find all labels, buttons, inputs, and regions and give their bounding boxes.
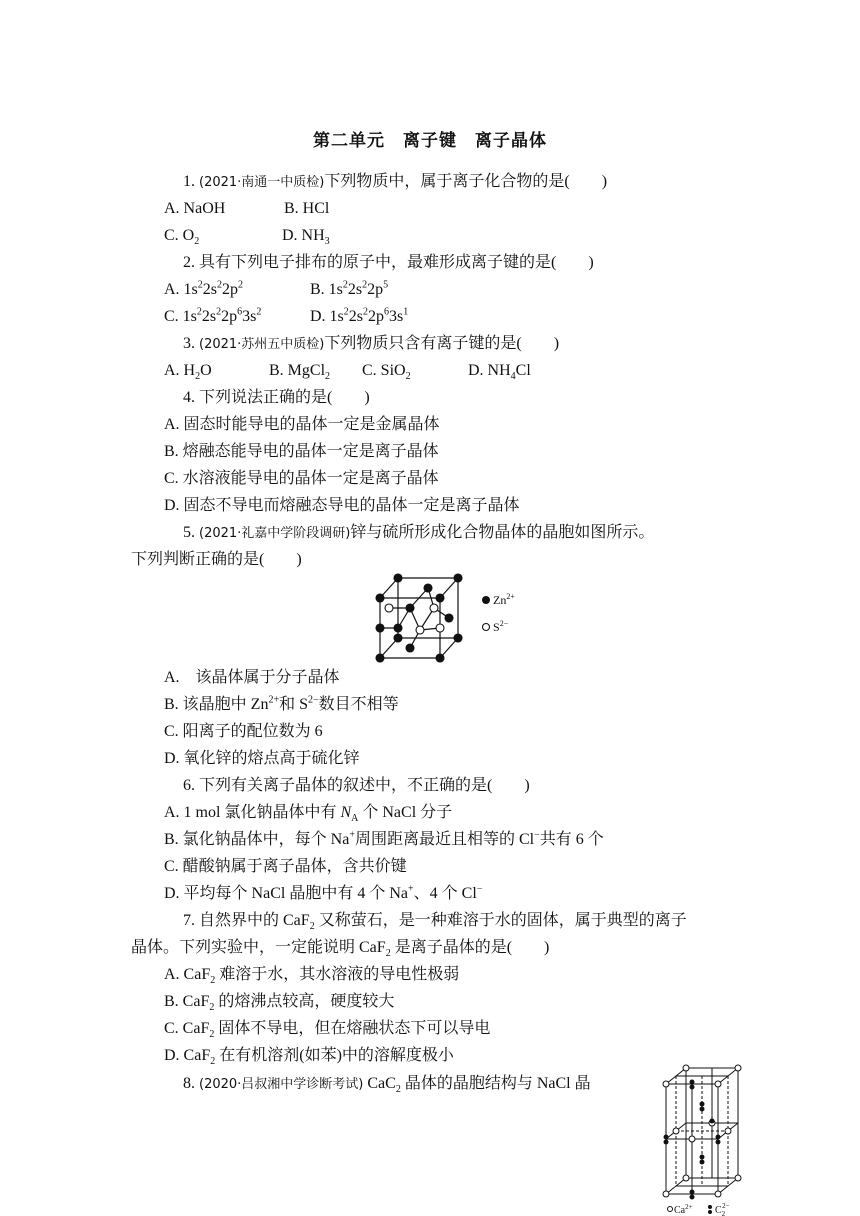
option-d: D. $NH_3$ — [282, 227, 330, 248]
option-c: C. SiO$_2$ — [362, 362, 411, 383]
option-row — [164, 226, 330, 248]
option-d: D. $NH_4Cl$ — [468, 362, 531, 383]
option-c: C. CaF$_2$ 固体不导电，但在熔融状态下可以导电 — [164, 1020, 491, 1041]
legend-c2-label: $C_22-$ — [715, 1202, 730, 1216]
option-b: B. $1s^22s^22p^5$ — [310, 279, 389, 298]
legend-s-label: $S^{2-}$ — [493, 619, 509, 634]
option-d: D. 平均每个 NaCl 晶胞中有 4 个 Na+、4 个 Cl− — [164, 883, 483, 902]
question-source: (2021·礼嘉中学阶段调研) — [199, 526, 351, 541]
cac2-unit-cell-figure — [660, 1064, 750, 1216]
option-row — [164, 199, 330, 219]
option-a: A. $1s^22s^22p^2$ — [164, 279, 244, 298]
option-c: C. 水溶液能导电的晶体一定是离子晶体 — [164, 470, 439, 487]
option-d: D. CaF$_2$ 在有机溶剂(如苯)中的溶解度极小 — [164, 1047, 454, 1068]
option-row — [164, 361, 531, 383]
question-8: 8. (2020·吕叔湘中学诊断考试) CaC$_2$ 晶体的晶胞结构与 NaCl 晶 — [183, 1075, 591, 1096]
option-c: C. $1s^22s^22p^63s^2$ — [164, 306, 262, 325]
option-b: B. 氯化钠晶体中，每个 Na+周围距离最近且相等的 Cl−共有 6 个 — [164, 829, 604, 848]
option-b: B. 熔融态能导电的晶体一定是离子晶体 — [164, 443, 439, 460]
option-b: B. 该晶胞中 $Zn^{2+}$和 $S^{2-}$数目不相等 — [164, 694, 399, 713]
option-a: A. NaOH — [164, 200, 226, 217]
option-row — [164, 279, 389, 300]
question-source: (2020·吕叔湘中学诊断考试) — [199, 1077, 364, 1092]
question-2: 2. 具有下列电子排布的原子中，最难形成离子键的是( ) — [183, 254, 594, 271]
option-c: C. 阳离子的配位数为 6 — [164, 723, 323, 740]
question-source: (2021·苏州五中质检) — [199, 337, 325, 352]
option-a: A. 1 mol 氯化钠晶体中有 $N_A$ 个 NaCl 分子 — [164, 804, 453, 825]
legend-ca-label: $Ca^{2+}$ — [674, 1203, 693, 1216]
question-7-cont: 晶体。下列实验中，一定能说明 CaF$_2$ 是离子晶体的是( ) — [131, 939, 550, 960]
option-row — [164, 306, 409, 327]
option-d: D. 固态不导电而熔融态导电的晶体一定是离子晶体 — [164, 497, 520, 514]
question-3: 3. (2021·苏州五中质检)下列物质只含有离子键的是( ) — [183, 335, 560, 352]
option-b: B. CaF$_2$ 的熔沸点较高，硬度较大 — [164, 993, 395, 1014]
page-title: 第二单元 离子键 离子晶体 — [313, 131, 547, 150]
option-b: B. MgCl$_2$ — [269, 362, 331, 383]
question-6: 6. 下列有关离子晶体的叙述中，不正确的是( ) — [183, 777, 530, 794]
zns-unit-cell-figure — [372, 572, 532, 667]
option-b: B. HCl — [284, 200, 330, 217]
option-c: C. 醋酸钠属于离子晶体，含共价键 — [164, 858, 407, 875]
option-a: A. 固态时能导电的晶体一定是金属晶体 — [164, 416, 440, 433]
option-d: D. $1s^22s^22p^63s^1$ — [310, 306, 409, 325]
option-a: A. 该晶体属于分子晶体 — [164, 669, 340, 686]
question-source: (2021·南通一中质检) — [199, 175, 325, 190]
question-5: 5. (2021·礼嘉中学阶段调研)锌与硫所形成化合物晶体的晶胞如图所示。 — [183, 524, 655, 541]
option-c: C. $O_2$ — [164, 227, 200, 248]
question-1: 1. (2021·南通一中质检)下列物质中，属于离子化合物的是( ) — [183, 173, 608, 190]
question-7: 7. 自然界中的 CaF$_2$ 又称萤石，是一种难溶于水的固体，属于典型的离子 — [183, 912, 687, 933]
option-a: A. CaF$_2$ 难溶于水，其水溶液的导电性极弱 — [164, 966, 460, 987]
option-a: A. $H_2O$ — [164, 362, 212, 383]
legend-zn-label: $Zn^{2+}$ — [493, 592, 515, 607]
question-5-cont: 下列判断正确的是( ) — [131, 551, 302, 568]
question-4: 4. 下列说法正确的是( ) — [183, 389, 370, 406]
option-d: D. 氧化锌的熔点高于硫化锌 — [164, 750, 360, 767]
